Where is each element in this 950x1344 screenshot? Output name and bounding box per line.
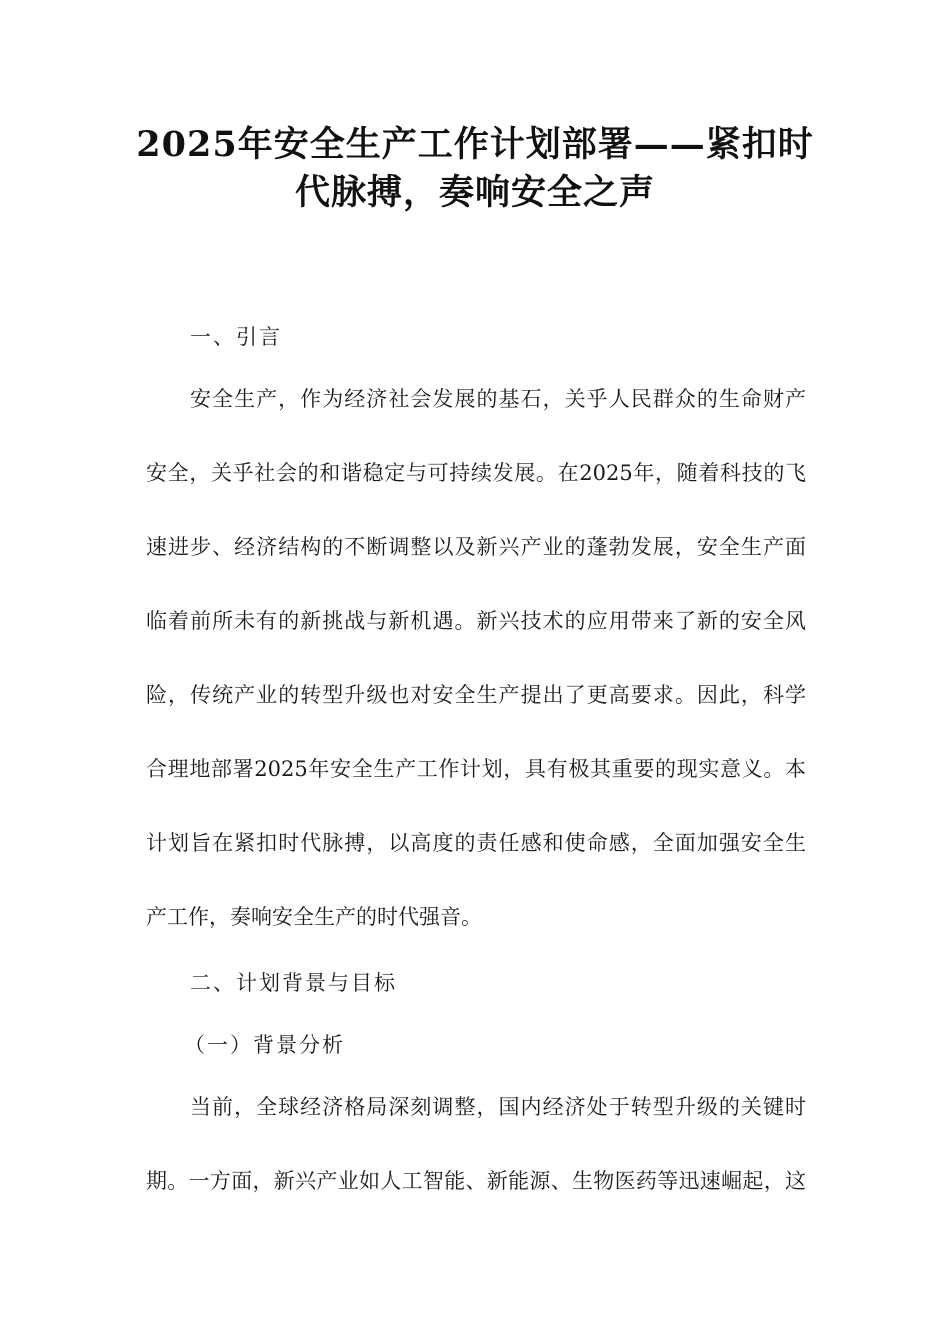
paragraph-line: 产工作，奏响安全生产的时代强音。: [146, 905, 482, 929]
paragraph-line: 安全，关乎社会的和谐稳定与可持续发展。在2025年，随着科技的飞: [146, 461, 806, 485]
paragraph-line: 期。一方面，新兴产业如人工智能、新能源、生物医药等迅速崛起，这: [146, 1169, 806, 1193]
document-title-line-2: 代脉搏，奏响安全之声: [294, 172, 655, 213]
paragraph-line: 临着前所未有的新挑战与新机遇。新兴技术的应用带来了新的安全风: [146, 609, 806, 633]
document-title-line-1: 2025年安全生产工作计划部署——紧扣时: [136, 124, 814, 165]
section-heading-introduction: 一、引言: [190, 325, 282, 349]
paragraph-line: 安全生产，作为经济社会发展的基石，关乎人民群众的生命财产: [190, 387, 806, 411]
paragraph-line: 当前，全球经济格局深刻调整，国内经济处于转型升级的关键时: [190, 1095, 806, 1119]
paragraph-line: 速进步、经济结构的不断调整以及新兴产业的蓬勃发展，安全生产面: [146, 535, 806, 559]
section-heading-background-goals: 二、计划背景与目标: [190, 971, 397, 995]
subsection-heading-background-analysis: （一）背景分析: [184, 1033, 345, 1057]
paragraph-line: 险，传统产业的转型升级也对安全生产提出了更高要求。因此，科学: [146, 683, 806, 707]
paragraph-line: 计划旨在紧扣时代脉搏，以高度的责任感和使命感，全面加强安全生: [146, 831, 806, 855]
paragraph-line: 合理地部署2025年安全生产工作计划，具有极其重要的现实意义。本: [146, 757, 806, 781]
